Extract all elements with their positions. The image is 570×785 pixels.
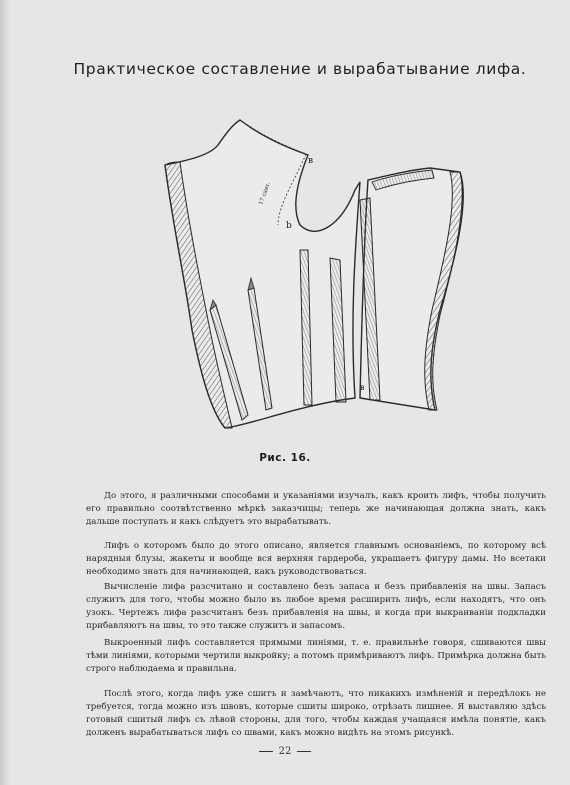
paragraph-1: До этого, я различными способами и указаніями изучалъ, какъ кроить лифъ, чтобы получить его правильно соотвѣтственно мѣркѣ заказчицы; теперь же начинающая должна знать, какъ дальше поступать и какъ слѣдуетъ это вырабатывать. (86, 491, 546, 527)
page-edge-shadow (0, 0, 10, 785)
bodice-pattern-illustration (150, 110, 480, 435)
page-number (0, 746, 570, 757)
paragraph-4: Выкроенный лифъ составляется прямыми линіями, т. е. правильнѣе говоря, сшиваются швы тѣми линіями, которыми чертили выкройку; а потомъ примѣриваютъ лифъ. Примѣрка должна быть строго наблюдаема и правильна. (86, 638, 546, 674)
bodice-figure (150, 110, 480, 435)
label-point-b: b (286, 221, 292, 231)
paragraph-3: Вычисленіе лифа разсчитано и составлено безъ запаса и безъ прибавленія на швы. Запасъ служитъ для того, чтобы можно было въ любое время расширить лифъ, если находятъ, что онъ узокъ. Чертежъ лифа разсчитанъ безъ прибавленія на швы, и когда при выкраиваніи подкладки прибавляютъ на швы, то это также служитъ и запасомъ. (86, 582, 546, 631)
paragraph-5: Послѣ этого, когда лифъ уже сшитъ и замѣчаютъ, что никакихъ измѣненій и передѣлокъ не требуется, тогда можно изъ швовъ, которые сшиты широко, отрѣзать лишнее. Я выставляю здѣсь готовый сшитый лифъ съ лѣвой стороны, для того, чтобы каждая учащаяся имѣла понятіе, какъ долженъ вырабатываться лифъ со швами, какъ можно видѣть на этомъ рисункѣ. (86, 689, 546, 738)
page-number-dash-left (259, 751, 273, 752)
page-title: Практическое составление и вырабатывание лифа. (73, 60, 527, 78)
label-measure: 17 сант. (258, 181, 272, 206)
page-number-value: 22 (278, 746, 292, 757)
label-point-d: в (360, 383, 365, 392)
paragraph-2: Лифъ о которомъ было до этого описано, является главнымъ основаніемъ, по которому всѣ нарядныя блузы, жакеты и вообще вся верхняя гардероба, украшаетъ фигуру дамы. Но всетаки необходимо знать для начинающей, какъ руководствоваться. (86, 541, 546, 577)
label-point-a: в (308, 156, 314, 166)
figure-caption: Рис. 16. (259, 452, 311, 464)
page-number-dash-right (297, 751, 311, 752)
